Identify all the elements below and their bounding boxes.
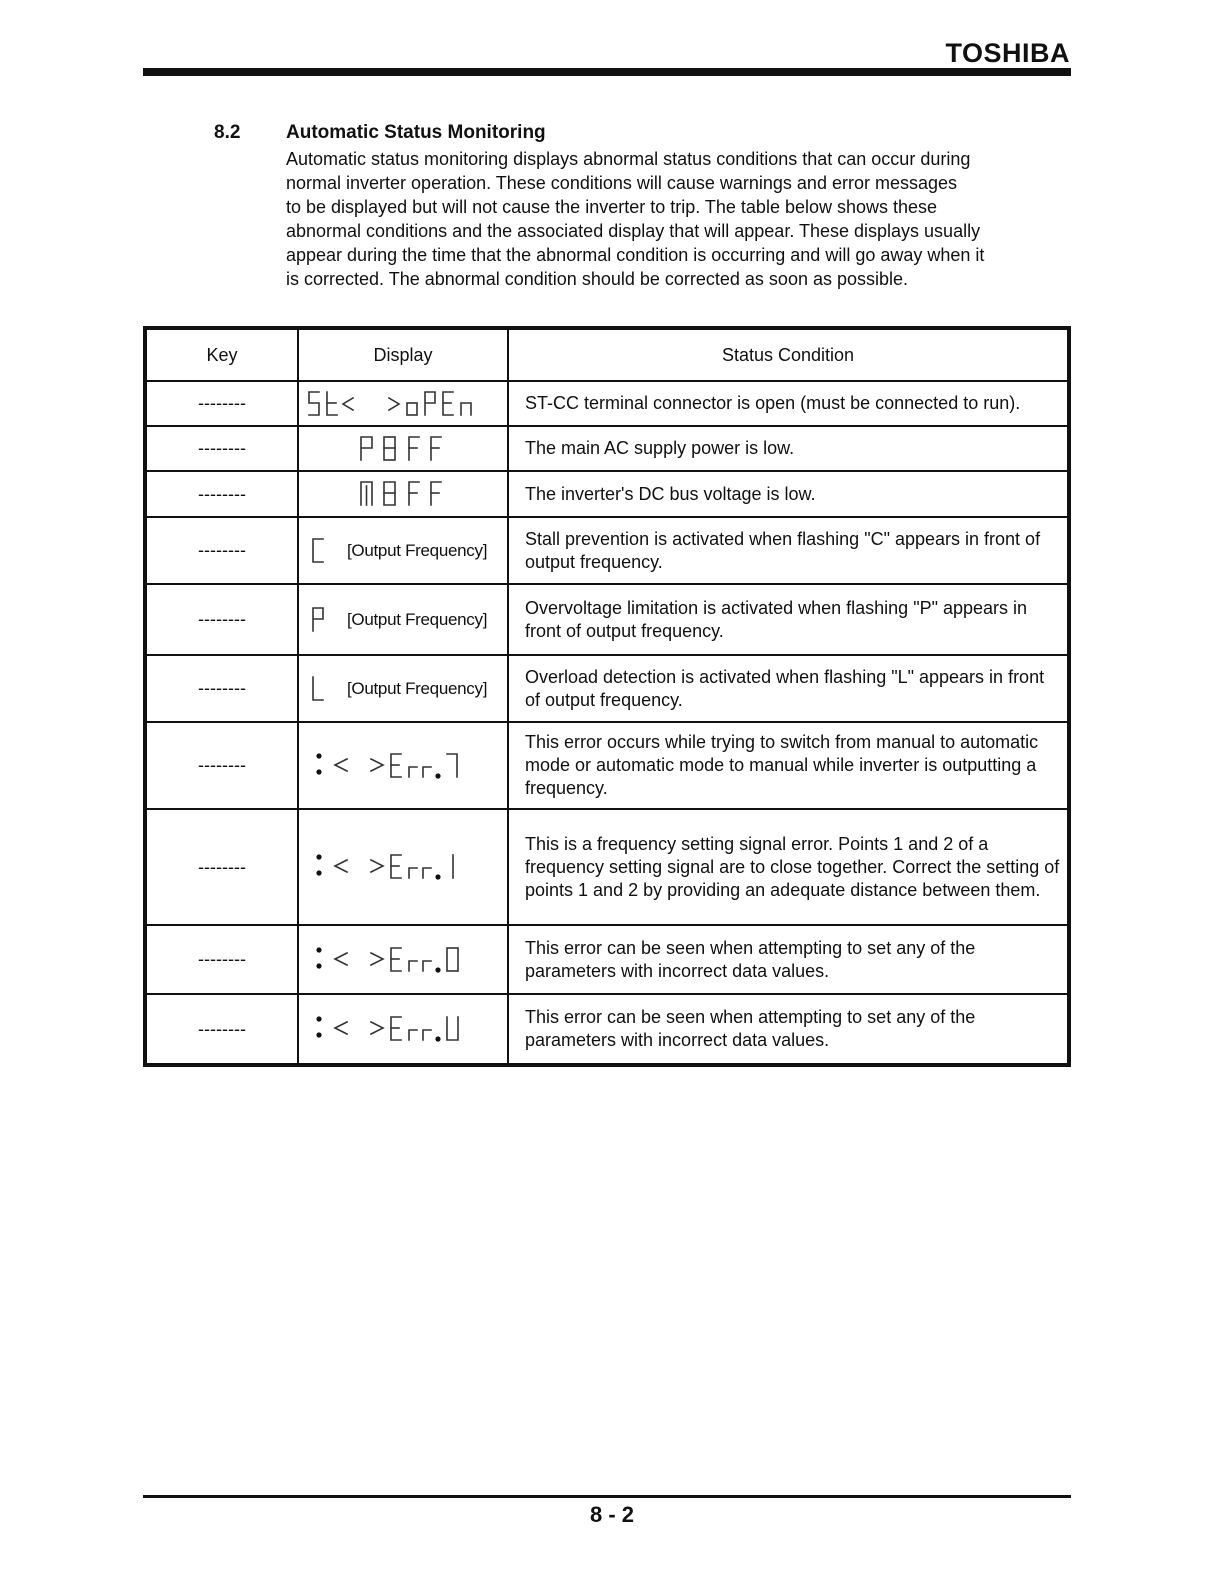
table-row: [145, 426, 1069, 471]
seven-segment-display: [303, 673, 339, 705]
seven-segment-display: [303, 388, 475, 420]
row-condition: The main AC supply power is low.: [508, 426, 1069, 471]
row-display: [298, 584, 508, 655]
row-key: --------: [145, 426, 298, 471]
section-number: 8.2: [214, 122, 241, 143]
intro-line: normal inverter operation. These conditions will cause warnings and error messages: [286, 173, 958, 193]
row-condition: This error occurs while trying to switch from manual to automatic mode or automatic mode to manual while inverter is outputting a frequency.: [508, 722, 1069, 809]
row-key: --------: [145, 584, 298, 655]
row-display: [298, 426, 508, 471]
brand-logo-text: TOSHIBA: [945, 38, 1070, 68]
row-key: --------: [145, 925, 298, 994]
page-number: 8 - 2: [589, 1502, 635, 1527]
table-row: [145, 655, 1069, 722]
row-key: --------: [145, 517, 298, 584]
seven-segment-display: [303, 940, 483, 980]
header-key: Key: [145, 328, 298, 381]
row-condition: Overload detection is activated when flashing "L" appears in front of output frequency.: [508, 655, 1069, 722]
seven-segment-display: [355, 433, 455, 465]
row-display: [298, 655, 508, 722]
row-display: [298, 517, 508, 584]
row-display: [298, 471, 508, 517]
row-display: [298, 722, 508, 809]
table-row: [145, 925, 1069, 994]
row-display: [298, 381, 508, 426]
intro-line: abnormal conditions and the associated display that will appear. These displays usually: [286, 221, 981, 241]
intro-line: appear during the time that the abnormal condition is occurring and will go away when it: [286, 245, 985, 265]
output-frequency-label: [Output Frequency]: [347, 609, 488, 629]
status-table: [143, 326, 1071, 1067]
intro-line: Automatic status monitoring displays abnormal status conditions that can occur during: [286, 149, 971, 169]
seven-segment-display: [303, 746, 483, 786]
row-key: --------: [145, 722, 298, 809]
table-row: [145, 381, 1069, 426]
seven-segment-display: [303, 1009, 483, 1049]
section-intro: [286, 147, 1066, 291]
row-condition: Stall prevention is activated when flashing "C" appears in front of output frequency.: [508, 517, 1069, 584]
seven-segment-display: [303, 535, 339, 567]
row-condition: This is a frequency setting signal error. Points 1 and 2 of a frequency setting signal are to close together. Correct the setting of points 1 and 2 by providing an adequate distance between them.: [508, 809, 1069, 925]
output-frequency-label: [Output Frequency]: [347, 540, 488, 560]
table-header-row: [145, 328, 1069, 381]
seven-segment-display: [303, 847, 483, 887]
header-rule: [143, 68, 1071, 76]
intro-line: is corrected. The abnormal condition should be corrected as soon as possible.: [286, 269, 909, 289]
section-title: Automatic Status Monitoring: [286, 122, 546, 143]
row-condition: Overvoltage limitation is activated when flashing "P" appears in front of output frequency.: [508, 584, 1069, 655]
row-condition: The inverter's DC bus voltage is low.: [508, 471, 1069, 517]
output-frequency-label: [Output Frequency]: [347, 678, 488, 698]
row-key: --------: [145, 381, 298, 426]
footer-rule: [143, 1495, 1071, 1498]
row-key: --------: [145, 994, 298, 1065]
row-condition: ST-CC terminal connector is open (must be connected to run).: [508, 381, 1069, 426]
table-row: [145, 471, 1069, 517]
row-key: --------: [145, 809, 298, 925]
row-key: --------: [145, 471, 298, 517]
table-row: [145, 809, 1069, 925]
table-row: [145, 722, 1069, 809]
row-display: [298, 994, 508, 1065]
header-condition: Status Condition: [508, 328, 1069, 381]
row-display: [298, 809, 508, 925]
row-condition: This error can be seen when attempting to set any of the parameters with incorrect data values.: [508, 925, 1069, 994]
table-row: [145, 994, 1069, 1065]
table-row: [145, 584, 1069, 655]
row-condition: This error can be seen when attempting to set any of the parameters with incorrect data values.: [508, 994, 1069, 1065]
table-row: [145, 517, 1069, 584]
header-display: Display: [298, 328, 508, 381]
intro-line: to be displayed but will not cause the inverter to trip. The table below shows these: [286, 197, 938, 217]
row-key: --------: [145, 655, 298, 722]
row-display: [298, 925, 508, 994]
seven-segment-display: [355, 478, 455, 510]
seven-segment-display: [303, 604, 339, 636]
